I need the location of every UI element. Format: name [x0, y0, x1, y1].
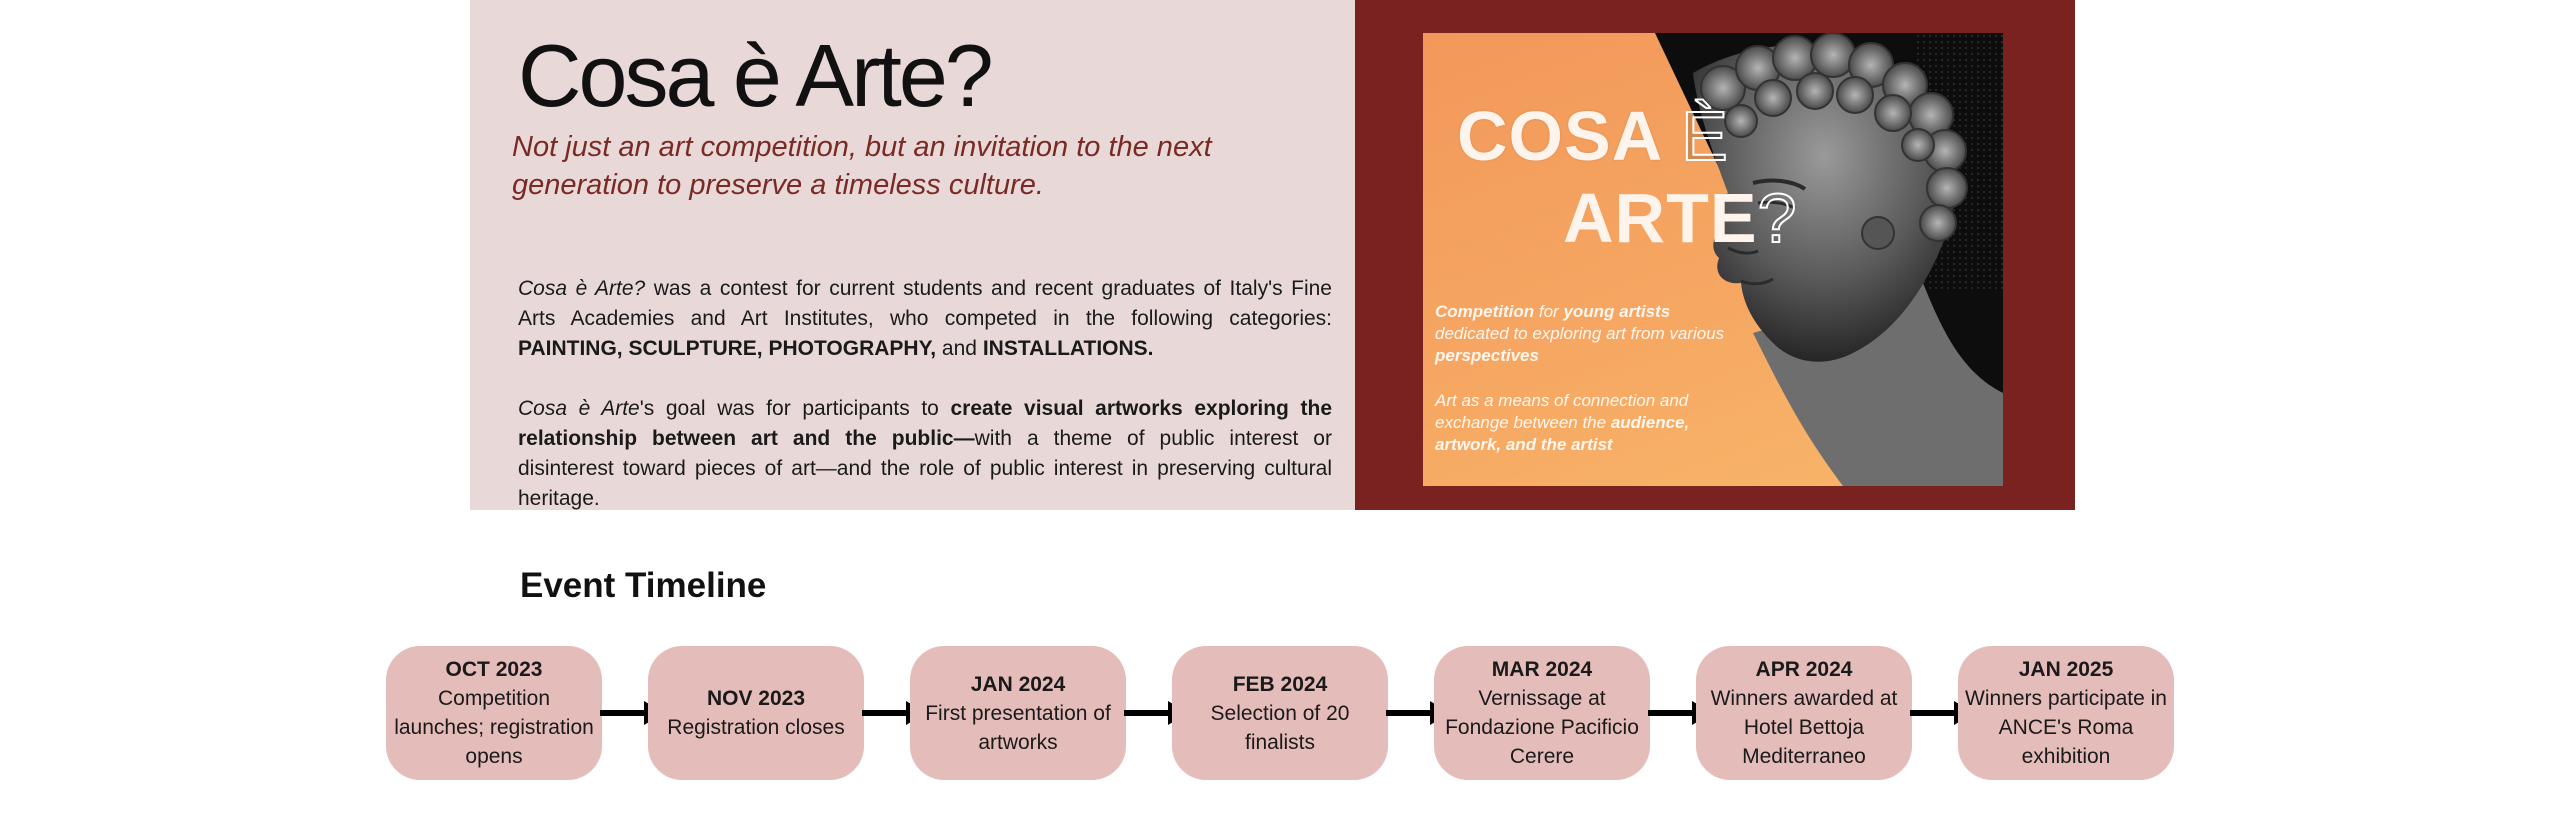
event-date: NOV 2023 — [706, 687, 806, 710]
timeline-heading: Event Timeline — [520, 566, 767, 605]
poster-tagline-1: Competition for young artists dedicated to exploring art from various perspectives — [1435, 302, 1725, 365]
page-subtitle: Not just an art competition, but an invitation to the next generation to preserve a timeless culture. — [512, 131, 1212, 201]
hero-text-panel — [470, 0, 1355, 510]
poster-frame — [1355, 0, 2075, 510]
event-date: JAN 2024 — [970, 672, 1066, 696]
poster-tagline-2: Art as a means of connection and exchange between the audience, artwork, and the artist — [1435, 391, 1690, 454]
event-date: FEB 2024 — [1232, 672, 1328, 696]
goal-highlight: create visual artworks exploring the relationship between art and the public— — [518, 397, 1333, 450]
event-date: JAN 2025 — [2018, 658, 2114, 681]
event-date: APR 2024 — [1755, 658, 1853, 681]
poster-title-line1: COSA È — [1457, 97, 1729, 175]
goal-paragraph: Cosa è Arte's goal was for participants to create visual artworks exploring the relationship between art and the public—with a theme of public interest or disinterest toward pieces of art—and the role of public interest in preserving cultural heritage. — [518, 397, 1333, 510]
contest-poster — [1423, 33, 2003, 486]
category-installations: INSTALLATIONS. — [982, 337, 1154, 360]
page-title: Cosa è Arte? — [518, 26, 991, 125]
event-date: OCT 2023 — [445, 658, 543, 681]
timeline-event — [1958, 646, 2174, 780]
event-description: Competition launches; registration opens — [394, 687, 594, 768]
event-description: Registration closes — [667, 716, 845, 739]
timeline-event — [1434, 646, 1650, 780]
contest-name: Cosa è Arte — [518, 397, 640, 420]
intro-paragraph: Cosa è Arte? was a contest for current students and recent graduates of Italy's Fine Arts Academies and Art Institutes, who competed in the following categories: PAINTING, SCULPTURE, PHOTOGRAPHY, and INSTALLATIONS. — [518, 277, 1332, 360]
event-description: First presentation of artworks — [925, 701, 1111, 754]
poster-title-line2: ARTE? — [1563, 179, 1798, 257]
categories: PAINTING, SCULPTURE, PHOTOGRAPHY, — [518, 337, 937, 360]
event-description: Winners participate in ANCE's Roma exhibition — [1965, 687, 2167, 768]
timeline-event — [910, 646, 1126, 780]
timeline-event — [386, 646, 602, 780]
contest-name: Cosa è Arte? — [518, 277, 646, 300]
timeline-event — [648, 646, 864, 780]
timeline-event — [1172, 646, 1388, 780]
event-description: Winners awarded at Hotel Bettoja Mediterraneo — [1710, 687, 1898, 768]
timeline-event — [1696, 646, 1912, 780]
event-description: Selection of 20 finalists — [1210, 701, 1350, 754]
event-date: MAR 2024 — [1491, 658, 1593, 681]
event-description: Vernissage at Fondazione Pacificio Cerere — [1445, 687, 1639, 768]
